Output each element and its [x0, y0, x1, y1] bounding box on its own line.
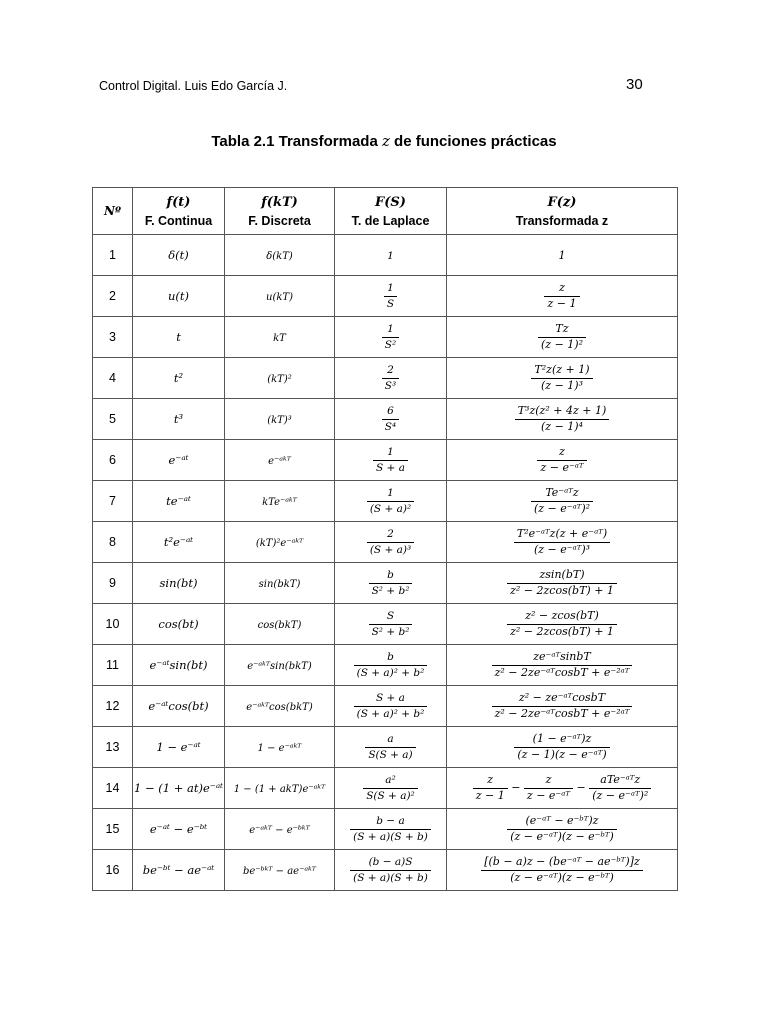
- header-discrete-symbol: f(kT): [261, 194, 298, 210]
- continuous-function-expr: t³: [173, 412, 184, 426]
- z-fraction-numerator: [(b − a)z − (be⁻ᵃᵀ − ae⁻ᵇᵀ)]z: [484, 854, 640, 868]
- continuous-function-expr: t²: [173, 371, 184, 385]
- laplace-fraction-numerator: a: [387, 733, 394, 746]
- discrete-function-expr: sin(bkT): [258, 579, 301, 590]
- z-transform: [447, 399, 678, 440]
- laplace-fraction-denominator: S² + b²: [369, 583, 413, 597]
- z-term-fraction-numerator: z: [487, 772, 494, 786]
- laplace-transform-fraction: [350, 815, 431, 843]
- laplace-fraction-numerator: (b − a)S: [368, 856, 413, 869]
- row-number: 5: [93, 399, 133, 440]
- laplace-transform: [335, 481, 447, 522]
- laplace-transform: [335, 358, 447, 399]
- z-fraction-denominator: z − 1: [544, 296, 579, 311]
- z-fraction-denominator: (z − 1)(z − e⁻ᵃᵀ): [514, 747, 609, 762]
- table-header-row: [93, 188, 678, 235]
- discrete-function: [225, 809, 335, 850]
- discrete-function: [225, 399, 335, 440]
- row-number: 13: [93, 727, 133, 768]
- row-number: 12: [93, 686, 133, 727]
- discrete-function: [225, 522, 335, 563]
- discrete-function: [225, 645, 335, 686]
- z-fraction-numerator: z: [559, 280, 565, 294]
- laplace-fraction-numerator: b − a: [376, 815, 405, 828]
- laplace-fraction-denominator: (S + a)³: [367, 542, 414, 556]
- continuous-function: [133, 850, 225, 891]
- discrete-function: [225, 440, 335, 481]
- discrete-function-expr: 1 − (1 + akT)e⁻ᵃᵏᵀ: [233, 784, 326, 795]
- discrete-function-expr: 1 − e⁻ᵃᵏᵀ: [257, 743, 302, 754]
- table-row: [93, 686, 678, 727]
- z-fraction-numerator: T³z(z² + 4z + 1): [517, 403, 607, 417]
- discrete-function: [225, 768, 335, 809]
- z-transform-fraction: [481, 854, 643, 884]
- z-fraction-numerator: z: [559, 444, 565, 458]
- table-row: [93, 563, 678, 604]
- laplace-fraction: [369, 610, 413, 637]
- laplace-fraction-numerator: S: [386, 610, 395, 623]
- row-number: 11: [93, 645, 133, 686]
- laplace-transform-fraction: [382, 323, 399, 351]
- z-fraction: [544, 282, 579, 310]
- discrete-function-expr: cos(bkT): [257, 620, 302, 631]
- row-number: 2: [93, 276, 133, 317]
- header-continuous-symbol: f(t): [166, 194, 191, 210]
- laplace-fraction-denominator: S³: [382, 378, 399, 392]
- z-transform: [447, 850, 678, 891]
- laplace-fraction-denominator: (S + a)²: [367, 501, 414, 515]
- z-transform: [447, 686, 678, 727]
- z-transform: [447, 440, 678, 481]
- continuous-function: [133, 317, 225, 358]
- continuous-function-expr: t: [176, 330, 181, 344]
- laplace-fraction-numerator: 6: [387, 405, 394, 418]
- table-row: [93, 604, 678, 645]
- table-body: [93, 235, 678, 891]
- z-transform: [447, 645, 678, 686]
- z-transform: [447, 235, 678, 276]
- table-row: [93, 809, 678, 850]
- row-number: 10: [93, 604, 133, 645]
- discrete-function-expr: δ(kT): [266, 251, 293, 262]
- z-fraction: [507, 569, 617, 597]
- z-transform-fraction: [515, 403, 610, 433]
- laplace-transform: [335, 522, 447, 563]
- laplace-fraction: [382, 323, 399, 350]
- table-row: [93, 440, 678, 481]
- laplace-transform-fraction: [369, 610, 413, 638]
- header-number: [93, 188, 133, 235]
- z-transform-fraction: [507, 567, 617, 597]
- z-transform-fraction: [507, 608, 617, 638]
- continuous-function: [133, 727, 225, 768]
- table-title-variable: z: [381, 132, 390, 150]
- laplace-transform: [335, 768, 447, 809]
- z-term-fraction-denominator: (z − e⁻ᵃᵀ)²: [589, 788, 651, 803]
- laplace-transform-fraction: [363, 774, 418, 802]
- discrete-function: [225, 276, 335, 317]
- row-number: 7: [93, 481, 133, 522]
- laplace-transform: [335, 645, 447, 686]
- operator-minus: −: [573, 781, 590, 794]
- z-fraction-denominator: z² − 2zcos(bT) + 1: [507, 583, 617, 598]
- z-transform: [447, 727, 678, 768]
- row-number: 9: [93, 563, 133, 604]
- discrete-function-expr: kT: [273, 333, 286, 344]
- laplace-transform-fraction: [367, 528, 414, 556]
- table-row: [93, 235, 678, 276]
- laplace-fraction-numerator: b: [387, 651, 394, 664]
- continuous-function-expr: e⁻ᵃᵗ − e⁻ᵇᵗ: [149, 822, 208, 836]
- laplace-fraction-denominator: S(S + a): [365, 747, 415, 761]
- continuous-function-expr: be⁻ᵇᵗ − ae⁻ᵃᵗ: [142, 863, 215, 877]
- row-number: 3: [93, 317, 133, 358]
- continuous-function-expr: e⁻ᵃᵗcos(bt): [148, 699, 209, 713]
- row-number: 15: [93, 809, 133, 850]
- header-discrete-label: F. Discreta: [248, 213, 311, 228]
- z-fraction-numerator: (1 − e⁻ᵃᵀ)z: [532, 731, 592, 745]
- z-transform-fraction: [531, 362, 592, 392]
- discrete-function-expr: e⁻ᵃᵏᵀ: [268, 456, 291, 467]
- table-title-suffix: de funciones prácticas: [389, 133, 557, 150]
- laplace-transform: [335, 686, 447, 727]
- z-transform-fraction: [538, 321, 586, 351]
- z-fraction: [537, 446, 586, 474]
- laplace-transform-fraction: [373, 446, 408, 474]
- z-transform-fraction: [492, 690, 633, 720]
- running-header: Control Digital. Luis Edo García J.: [99, 79, 288, 93]
- laplace-fraction: [384, 282, 397, 309]
- z-fraction-numerator: Tz: [555, 321, 569, 335]
- discrete-function: [225, 850, 335, 891]
- discrete-function-expr: (kT)²: [267, 374, 292, 385]
- z-transform-fraction: [492, 649, 633, 679]
- laplace-transform: [335, 727, 447, 768]
- continuous-function-expr: e⁻ᵃᵗsin(bt): [149, 658, 208, 672]
- continuous-function-expr: u(t): [167, 289, 189, 303]
- laplace-fraction-numerator: S + a: [376, 692, 405, 705]
- table-row: [93, 727, 678, 768]
- discrete-function: [225, 727, 335, 768]
- operator-minus: −: [507, 781, 524, 794]
- z-transform-fraction: [514, 731, 609, 761]
- laplace-transform-fraction: [382, 364, 399, 392]
- discrete-function: [225, 604, 335, 645]
- discrete-function-expr: (kT)³: [267, 415, 292, 426]
- header-z-transform: [447, 188, 678, 235]
- laplace-transform-fraction: [369, 569, 413, 597]
- discrete-function-expr: u(kT): [266, 292, 293, 303]
- z-fraction: [515, 405, 610, 433]
- z-transform-expr: 1: [558, 249, 566, 262]
- discrete-function-expr: e⁻ᵃᵏᵀsin(bkT): [247, 661, 312, 672]
- z-term-fraction: [473, 774, 508, 802]
- laplace-fraction: [369, 569, 413, 596]
- continuous-function: [133, 768, 225, 809]
- laplace-transform: [335, 563, 447, 604]
- laplace-transform: [335, 809, 447, 850]
- laplace-fraction-numerator: 1: [387, 282, 394, 295]
- header-discrete: [225, 188, 335, 235]
- continuous-function: [133, 235, 225, 276]
- continuous-function-expr: δ(t): [168, 248, 189, 262]
- table-row: [93, 522, 678, 563]
- laplace-transform-expr: 1: [387, 250, 394, 262]
- continuous-function-expr: sin(bt): [159, 576, 198, 590]
- discrete-function-expr: be⁻ᵇᵏᵀ − ae⁻ᵃᵏᵀ: [243, 866, 316, 877]
- laplace-transform-fraction: [382, 405, 399, 433]
- laplace-transform: [335, 440, 447, 481]
- z-transform: [447, 768, 678, 809]
- continuous-function-expr: te⁻ᵃᵗ: [166, 494, 191, 508]
- discrete-function-expr: (kT)²e⁻ᵃᵏᵀ: [255, 538, 304, 549]
- z-transform: [447, 358, 678, 399]
- header-laplace-symbol: F(S): [375, 194, 406, 210]
- laplace-fraction: [373, 446, 408, 473]
- discrete-function: [225, 686, 335, 727]
- z-term-fraction-denominator: z − 1: [473, 788, 508, 803]
- z-fraction: [507, 610, 617, 638]
- row-number: 1: [93, 235, 133, 276]
- header-laplace: [335, 188, 447, 235]
- z-fraction: [531, 364, 592, 392]
- laplace-transform: [335, 399, 447, 440]
- z-fraction-numerator: ze⁻ᵃᵀsinbT: [533, 649, 591, 663]
- laplace-fraction-denominator: (S + a)² + b²: [354, 665, 428, 679]
- z-fraction-numerator: z² − zcos(bT): [525, 608, 599, 622]
- z-fraction-denominator: (z − e⁻ᵃᵀ)(z − e⁻ᵇᵀ): [507, 829, 617, 844]
- laplace-fraction-denominator: (S + a)(S + b): [350, 829, 431, 843]
- z-transform: [447, 522, 678, 563]
- z-fraction-denominator: z² − 2zcos(bT) + 1: [507, 624, 617, 639]
- continuous-function: [133, 686, 225, 727]
- laplace-fraction-numerator: a²: [385, 774, 396, 787]
- row-number: 8: [93, 522, 133, 563]
- laplace-fraction: [367, 528, 414, 555]
- laplace-fraction-denominator: S² + b²: [369, 624, 413, 638]
- discrete-function: [225, 317, 335, 358]
- table-row: [93, 276, 678, 317]
- laplace-fraction: [363, 774, 418, 801]
- z-fraction-numerator: (e⁻ᵃᵀ − e⁻ᵇᵀ)z: [525, 813, 599, 827]
- laplace-fraction-numerator: 2: [387, 528, 394, 541]
- laplace-transform-fraction: [354, 651, 428, 679]
- z-transform: [447, 563, 678, 604]
- laplace-fraction-denominator: S + a: [373, 460, 408, 474]
- z-term-fraction-denominator: z − e⁻ᵃᵀ: [524, 788, 573, 803]
- laplace-fraction-denominator: (S + a)² + b²: [354, 706, 428, 720]
- z-transform: [447, 809, 678, 850]
- laplace-transform-fraction: [384, 282, 397, 310]
- continuous-function: [133, 481, 225, 522]
- row-number: 14: [93, 768, 133, 809]
- laplace-fraction: [365, 733, 415, 760]
- z-fraction: [514, 733, 609, 761]
- z-fraction: [492, 692, 633, 720]
- continuous-function-expr: 1 − e⁻ᵃᵗ: [156, 740, 201, 754]
- header-number-label: Nº: [104, 204, 121, 218]
- continuous-function: [133, 276, 225, 317]
- discrete-function: [225, 563, 335, 604]
- laplace-fraction: [350, 856, 431, 883]
- laplace-transform: [335, 317, 447, 358]
- continuous-function-expr: cos(bt): [158, 617, 199, 631]
- z-fraction-denominator: (z − 1)³: [531, 378, 592, 393]
- laplace-fraction-denominator: S: [384, 296, 397, 310]
- discrete-function: [225, 481, 335, 522]
- z-transform-fraction: [544, 280, 579, 310]
- z-term-fraction-numerator: z: [545, 772, 552, 786]
- z-transform: [447, 276, 678, 317]
- discrete-function-expr: kTe⁻ᵃᵏᵀ: [262, 497, 297, 508]
- z-term-fraction: [589, 774, 651, 802]
- continuous-function: [133, 399, 225, 440]
- z-transform-fraction: [507, 813, 617, 843]
- table-row: [93, 645, 678, 686]
- laplace-fraction-denominator: S(S + a)²: [363, 788, 418, 802]
- continuous-function-expr: 1 − (1 + at)e⁻ᵃᵗ: [133, 781, 223, 795]
- z-transform: [447, 604, 678, 645]
- laplace-fraction: [382, 364, 399, 391]
- laplace-fraction-denominator: (S + a)(S + b): [350, 870, 431, 884]
- continuous-function: [133, 522, 225, 563]
- z-fraction-numerator: zsin(bT): [539, 567, 585, 581]
- laplace-fraction-denominator: S²: [382, 337, 399, 351]
- z-transform-fraction: [537, 444, 586, 474]
- discrete-function-expr: e⁻ᵃᵏᵀ − e⁻ᵇᵏᵀ: [249, 825, 310, 836]
- row-number: 16: [93, 850, 133, 891]
- z-fraction-denominator: (z − e⁻ᵃᵀ)³: [514, 542, 610, 557]
- header-continuous-label: F. Continua: [144, 213, 213, 228]
- laplace-fraction: [354, 692, 428, 719]
- laplace-transform: [335, 235, 447, 276]
- z-fraction-numerator: z² − ze⁻ᵃᵀcosbT: [518, 690, 606, 704]
- laplace-fraction: [350, 815, 431, 842]
- laplace-transform: [335, 276, 447, 317]
- discrete-function: [225, 358, 335, 399]
- page-number: 30: [626, 76, 643, 93]
- z-transform-table: [92, 187, 678, 891]
- row-number: 4: [93, 358, 133, 399]
- table-row: [93, 399, 678, 440]
- z-fraction-denominator: z² − 2ze⁻ᵃᵀcosbT + e⁻²ᵃᵀ: [492, 706, 633, 721]
- laplace-fraction: [367, 487, 414, 514]
- continuous-function-expr: t²e⁻ᵃᵗ: [163, 535, 194, 549]
- laplace-fraction-numerator: 2: [387, 364, 394, 377]
- laplace-fraction: [382, 405, 399, 432]
- table-row: [93, 768, 678, 809]
- z-fraction-numerator: T²e⁻ᵃᵀz(z + e⁻ᵃᵀ): [516, 526, 608, 540]
- laplace-fraction-numerator: b: [387, 569, 394, 582]
- z-transform-sum: [473, 772, 652, 802]
- z-fraction: [531, 487, 593, 515]
- z-fraction-denominator: (z − 1)²: [538, 337, 586, 352]
- table-row: [93, 358, 678, 399]
- z-fraction: [538, 323, 586, 351]
- z-transform-fraction: [514, 526, 610, 556]
- table-title-text: Tabla 2.1 Transformada: [211, 133, 382, 150]
- laplace-fraction-denominator: S⁴: [382, 419, 399, 433]
- z-fraction-denominator: (z − e⁻ᵃᵀ)²: [531, 501, 593, 516]
- header-z-transform-label: Transformada z: [515, 213, 609, 228]
- table-row: [93, 850, 678, 891]
- z-transform-fraction: [531, 485, 593, 515]
- discrete-function-expr: e⁻ᵃᵏᵀcos(bkT): [246, 702, 313, 713]
- z-fraction-numerator: T²z(z + 1): [534, 362, 590, 376]
- laplace-fraction-numerator: 1: [387, 446, 394, 459]
- z-fraction: [514, 528, 610, 556]
- laplace-fraction: [354, 651, 428, 678]
- laplace-transform-fraction: [354, 692, 428, 720]
- discrete-function: [225, 235, 335, 276]
- continuous-function: [133, 604, 225, 645]
- z-transform: [447, 317, 678, 358]
- row-number: 6: [93, 440, 133, 481]
- laplace-transform: [335, 604, 447, 645]
- z-transform: [447, 481, 678, 522]
- continuous-function: [133, 358, 225, 399]
- table-row: [93, 317, 678, 358]
- z-fraction-denominator: (z − e⁻ᵃᵀ)(z − e⁻ᵇᵀ): [481, 870, 643, 885]
- laplace-transform-fraction: [367, 487, 414, 515]
- z-fraction-denominator: (z − 1)⁴: [515, 419, 610, 434]
- header-z-transform-symbol: F(z): [547, 194, 577, 210]
- laplace-transform-fraction: [365, 733, 415, 761]
- header-laplace-label: T. de Laplace: [351, 213, 430, 228]
- z-fraction-denominator: z − e⁻ᵃᵀ: [537, 460, 586, 475]
- header-continuous: [133, 188, 225, 235]
- z-term-fraction-numerator: aTe⁻ᵃᵀz: [600, 772, 641, 786]
- continuous-function: [133, 563, 225, 604]
- laplace-transform-fraction: [350, 856, 431, 884]
- table-row: [93, 481, 678, 522]
- continuous-function: [133, 440, 225, 481]
- continuous-function: [133, 809, 225, 850]
- z-fraction: [507, 815, 617, 843]
- z-fraction: [481, 856, 643, 884]
- laplace-fraction-numerator: 1: [387, 323, 394, 336]
- z-fraction-numerator: Te⁻ᵃᵀz: [545, 485, 579, 499]
- table-title: [0, 132, 768, 150]
- laplace-fraction-numerator: 1: [387, 487, 394, 500]
- z-fraction-denominator: z² − 2ze⁻ᵃᵀcosbT + e⁻²ᵃᵀ: [492, 665, 633, 680]
- z-fraction: [492, 651, 633, 679]
- continuous-function: [133, 645, 225, 686]
- continuous-function-expr: e⁻ᵃᵗ: [168, 453, 189, 467]
- laplace-transform: [335, 850, 447, 891]
- z-term-fraction: [524, 774, 573, 802]
